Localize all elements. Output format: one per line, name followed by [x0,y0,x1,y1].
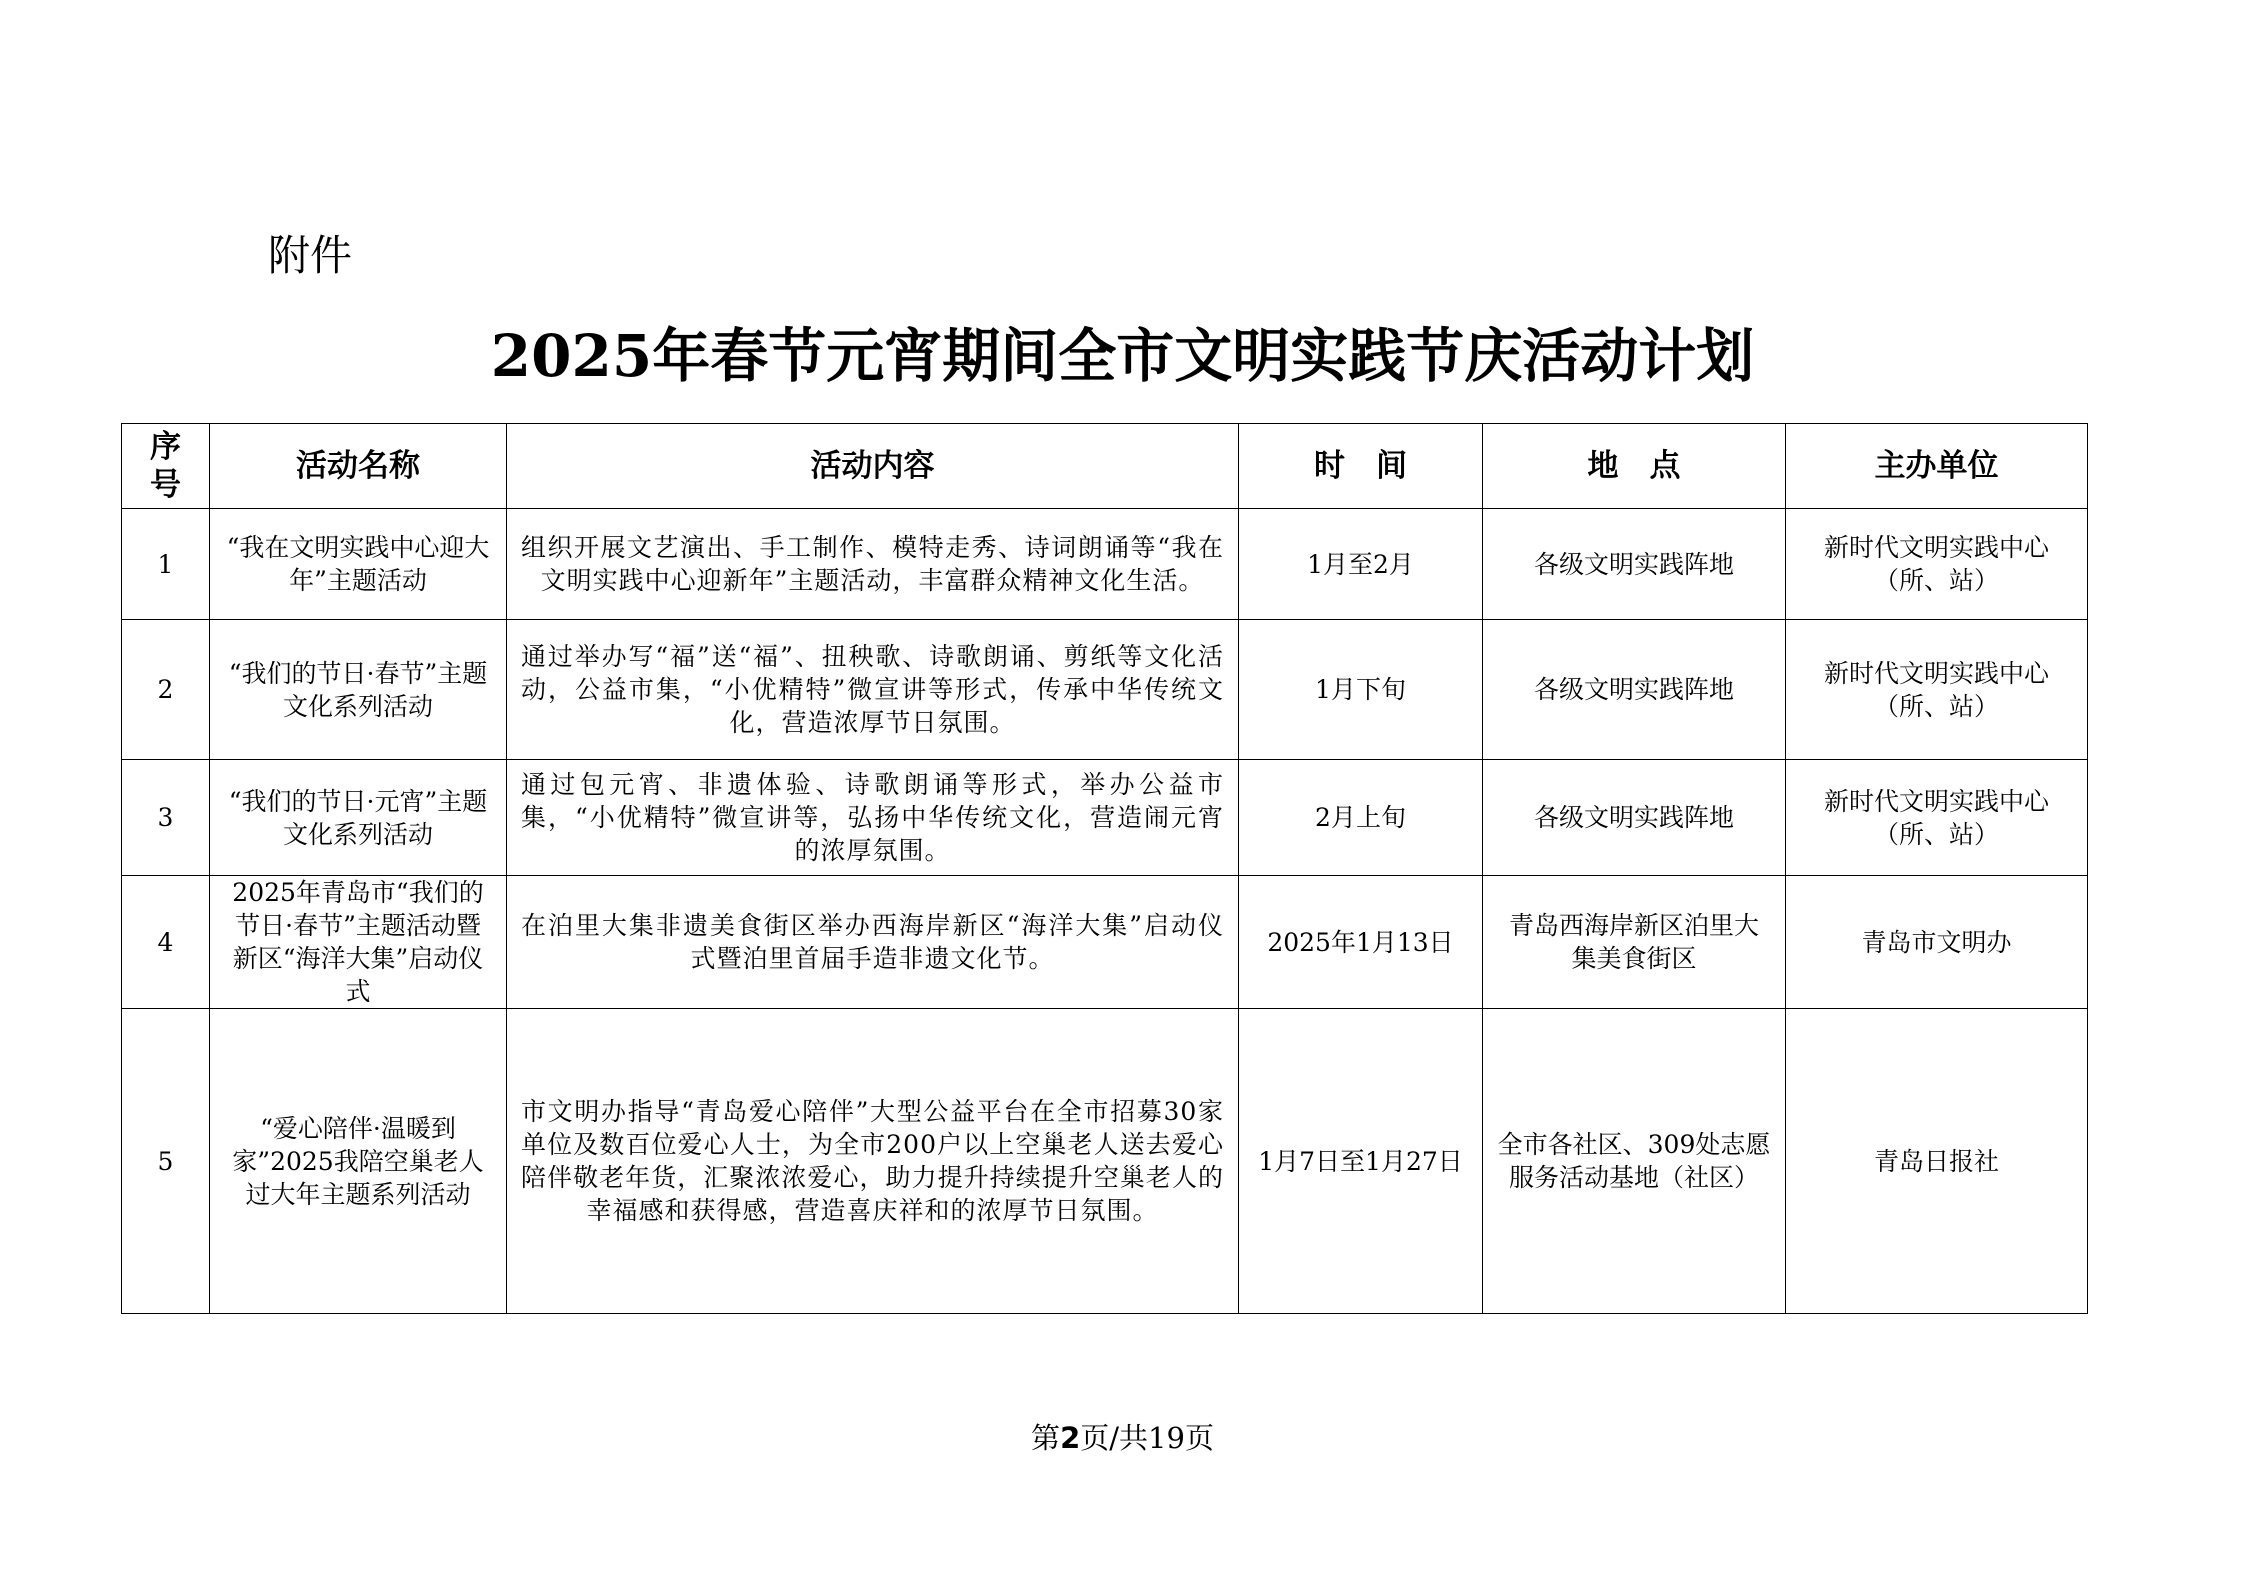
row-no: 2 [122,620,210,760]
row-content: 组织开展文艺演出、手工制作、模特走秀、诗词朗诵等“我在文明实践中心迎新年”主题活动，丰富群众精神文化生活。 [507,509,1239,620]
row-time: 2025年1月13日 [1239,876,1483,1009]
row-name: “爱心陪伴·温暖到家”2025我陪空巢老人过大年主题系列活动 [210,1009,507,1314]
row-host: 新时代文明实践中心（所、站） [1786,760,2088,876]
row-host: 新时代文明实践中心（所、站） [1786,620,2088,760]
header-content: 活动内容 [507,424,1239,509]
row-host: 青岛日报社 [1786,1009,2088,1314]
header-place: 地 点 [1483,424,1786,509]
row-no: 4 [122,876,210,1009]
total-page-count: 19 [1148,1421,1185,1455]
current-page-number: 2 [1060,1421,1081,1455]
row-content: 市文明办指导“青岛爱心陪伴”大型公益平台在全市招募30家单位及数百位爱心人士，为全市200户以上空巢老人送去爱心陪伴敬老年货，汇聚浓浓爱心，助力提升持续提升空巢老人的幸福感和获得感，营造喜庆祥和的浓厚节日氛围。 [507,1009,1239,1314]
header-host: 主办单位 [1786,424,2088,509]
header-no: 序号 [122,424,210,509]
table-row [122,620,2088,760]
row-place: 各级文明实践阵地 [1483,620,1786,760]
row-host: 新时代文明实践中心（所、站） [1786,509,2088,620]
header-name: 活动名称 [210,424,507,509]
row-content: 在泊里大集非遗美食街区举办西海岸新区“海洋大集”启动仪式暨泊里首届手造非遗文化节。 [507,876,1239,1009]
row-no: 1 [122,509,210,620]
row-name: “我们的节日·元宵”主题文化系列活动 [210,760,507,876]
table-row [122,876,2088,1009]
footer-suffix: 页 [1184,1421,1214,1455]
row-content: 通过包元宵、非遗体验、诗歌朗诵等形式，举办公益市集，“小优精特”微宣讲等，弘扬中华传统文化，营造闹元宵的浓厚氛围。 [507,760,1239,876]
table-header-row [122,424,2088,509]
row-name: “我们的节日·春节”主题文化系列活动 [210,620,507,760]
header-time: 时 间 [1239,424,1483,509]
row-place: 各级文明实践阵地 [1483,509,1786,620]
row-no: 5 [122,1009,210,1314]
row-place: 青岛西海岸新区泊里大集美食街区 [1483,876,1786,1009]
table-row [122,1009,2088,1314]
row-place: 各级文明实践阵地 [1483,760,1786,876]
page-footer [0,1418,2245,1458]
row-time: 2月上旬 [1239,760,1483,876]
footer-middle: 页/共 [1080,1421,1149,1455]
row-host: 青岛市文明办 [1786,876,2088,1009]
row-time: 1月下旬 [1239,620,1483,760]
table-row [122,760,2088,876]
document-title: 2025年春节元宵期间全市文明实践节庆活动计划 [490,322,1755,390]
row-name: 2025年青岛市“我们的节日·春节”主题活动暨新区“海洋大集”启动仪式 [210,876,507,1009]
footer-prefix: 第 [1031,1421,1061,1455]
attachment-label: 附件 [268,231,353,280]
activity-plan-table [121,423,2088,1314]
row-name: “我在文明实践中心迎大年”主题活动 [210,509,507,620]
row-time: 1月7日至1月27日 [1239,1009,1483,1314]
row-time: 1月至2月 [1239,509,1483,620]
row-content: 通过举办写“福”送“福”、扭秧歌、诗歌朗诵、剪纸等文化活动，公益市集，“小优精特”微宣讲等形式，传承中华传统文化，营造浓厚节日氛围。 [507,620,1239,760]
row-place: 全市各社区、309处志愿服务活动基地（社区） [1483,1009,1786,1314]
table-row [122,509,2088,620]
row-no: 3 [122,760,210,876]
